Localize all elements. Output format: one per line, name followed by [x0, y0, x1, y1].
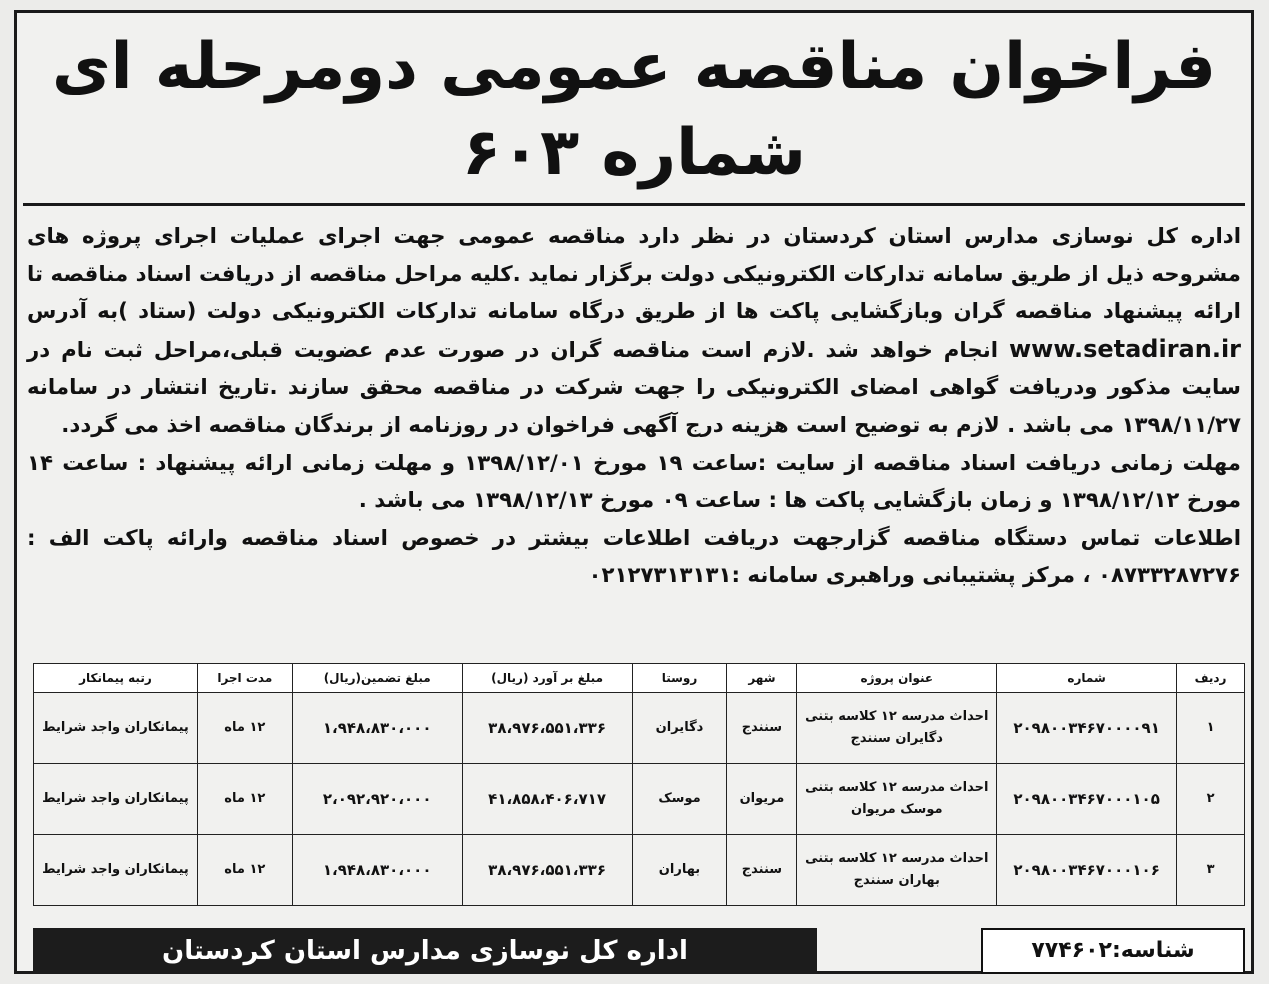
intro-text: اداره کل نوسازی مدارس استان کردستان در نظر دارد مناقصه عمومی جهت اجرای عملیات اجرای پروژه های مشروحه ذیل از طریق سامانه تدارکات الکترونیکی دولت برگزار نماید .کلیه مراحل مناقصه از دریافت اسناد مناقصه تا ارائه پیشنهاد مناقصه گران وبازگشایی پاکت ها از طریق درگاه سامانه تدارکات الکترونیکی دولت (ستاد )به آدرس [27, 224, 1241, 325]
cell-row: ۱ [1177, 693, 1245, 764]
cell-project: احداث مدرسه ۱۲ کلاسه بتنی بهاران سنندج [797, 835, 997, 906]
cell-project: احداث مدرسه ۱۲ کلاسه بتنی دگایران سنندج [797, 693, 997, 764]
projects-table [33, 663, 1245, 906]
cell-guarantee: ۲،۰۹۲،۹۲۰،۰۰۰ [292, 764, 462, 835]
contact-numbers: ۰۸۷۳۳۲۸۷۲۷۶ ، مرکز پشتیبانی وراهبری سامانه :۰۲۱۲۷۳۱۳۱۳۱ [588, 563, 1241, 589]
col-row: ردیف [1177, 664, 1245, 693]
col-duration: مدت اجرا [197, 664, 292, 693]
cell-number: ۲۰۹۸۰۰۳۴۶۷۰۰۰۱۰۶ [997, 835, 1177, 906]
cell-village: موسک [632, 764, 727, 835]
table-header-row [34, 664, 1245, 693]
website-link[interactable]: www.setadiran.ir [1008, 334, 1241, 363]
cell-guarantee: ۱،۹۴۸،۸۳۰،۰۰۰ [292, 693, 462, 764]
notice-id: شناسه:۷۷۴۶۰۲ [981, 928, 1245, 974]
notice-title: فراخوان مناقصه عمومی دومرحله ای [52, 30, 1216, 104]
cell-contractor: پیمانکاران واجد شرایط [34, 764, 198, 835]
notice-number: شماره ۶۰۳ [462, 116, 806, 190]
deadlines-paragraph: مهلت زمانی دریافت اسناد مناقصه از سایت :ساعت ۱۹ مورخ ۱۳۹۸/۱۲/۰۱ و مهلت زمانی ارائه پیشنهاد : ساعت ۱۴ مورخ ۱۳۹۸/۱۲/۱۲ و زمان بازگشایی پاکت ها : ساعت ۰۹ مورخ ۱۳۹۸/۱۲/۱۳ می باشد . [27, 450, 1241, 514]
organization-banner: اداره کل نوسازی مدارس استان کردستان [33, 928, 817, 974]
cell-row: ۳ [1177, 835, 1245, 906]
title-divider [23, 203, 1245, 206]
table-row [34, 835, 1245, 906]
col-guarantee: مبلغ تضمین(ریال) [292, 664, 462, 693]
cell-village: دگایران [632, 693, 727, 764]
cell-city: سنندج [727, 835, 797, 906]
col-village: روستا [632, 664, 727, 693]
cell-contractor: پیمانکاران واجد شرایط [34, 835, 198, 906]
intro-paragraph [27, 218, 1241, 445]
cell-duration: ۱۲ ماه [197, 764, 292, 835]
cell-duration: ۱۲ ماه [197, 835, 292, 906]
cell-contractor: پیمانکاران واجد شرایط [34, 693, 198, 764]
cell-estimate: ۳۸،۹۷۶،۵۵۱،۳۳۶ [462, 835, 632, 906]
cell-city: مریوان [727, 764, 797, 835]
cell-project: احداث مدرسه ۱۲ کلاسه بتنی موسک مریوان [797, 764, 997, 835]
tender-notice [14, 10, 1254, 974]
col-number: شماره [997, 664, 1177, 693]
cell-number: ۲۰۹۸۰۰۳۴۶۷۰۰۰۰۹۱ [997, 693, 1177, 764]
notice-footer [33, 928, 1245, 974]
table-row [34, 693, 1245, 764]
col-project: عنوان پروژه [797, 664, 997, 693]
cell-number: ۲۰۹۸۰۰۳۴۶۷۰۰۰۱۰۵ [997, 764, 1177, 835]
cell-city: سنندج [727, 693, 797, 764]
notice-body [27, 218, 1241, 595]
col-contractor: رتبه پیمانکار [34, 664, 198, 693]
cell-row: ۲ [1177, 764, 1245, 835]
contact-paragraph [27, 520, 1241, 595]
col-estimate: مبلغ بر آورد (ریال) [462, 664, 632, 693]
col-city: شهر [727, 664, 797, 693]
contact-label: اطلاعات تماس دستگاه مناقصه گزارجهت دریافت اطلاعات بیشتر در خصوص اسناد مناقصه وارائه پاکت الف : [27, 525, 1241, 551]
intro-text-cont: انجام خواهد شد .لازم است مناقصه گران در صورت عدم عضویت قبلی،مراحل ثبت نام در سایت مذکور ودریافت گواهی امضای الکترونیکی را جهت شرکت در مناقصه محقق سازند .تاریخ انتشار در سامانه ۱۳۹۸/۱۱/۲۷ می باشد . لازم به توضیح است هزینه درج آگهی فراخوان در روزنامه از برندگان مناقصه اخذ می گردد. [27, 337, 1241, 438]
cell-estimate: ۳۸،۹۷۶،۵۵۱،۳۳۶ [462, 693, 632, 764]
cell-guarantee: ۱،۹۴۸،۸۳۰،۰۰۰ [292, 835, 462, 906]
cell-village: بهاران [632, 835, 727, 906]
cell-estimate: ۴۱،۸۵۸،۴۰۶،۷۱۷ [462, 764, 632, 835]
cell-duration: ۱۲ ماه [197, 693, 292, 764]
table-row [34, 764, 1245, 835]
